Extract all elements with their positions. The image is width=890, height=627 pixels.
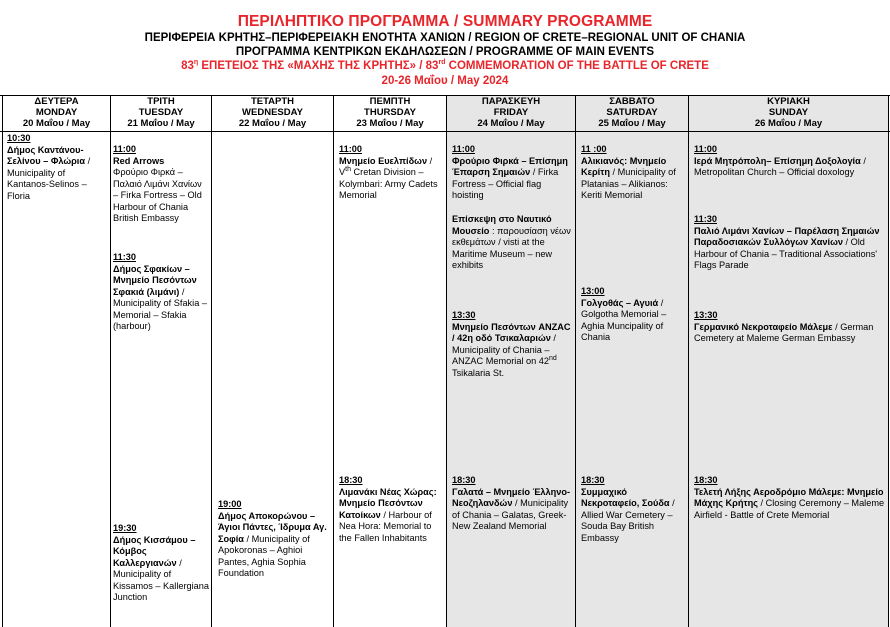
event-sunday-1130	[694, 214, 887, 272]
event-title: Δήμος Κισσάμου – Κόμβος Καλλεργιανών	[113, 534, 196, 568]
day-name-gr: ΣΑΒΒΑΤΟ	[609, 96, 655, 107]
day-header-monday	[3, 95, 110, 129]
day-name-en: WEDNESDAY	[242, 107, 303, 118]
event-thursday-1830	[339, 475, 443, 544]
event-desc: : παρουσίαση νέων εκθεμάτων / visti at the Maritime Museum – new exhibits	[452, 225, 571, 270]
header-row-divider	[0, 131, 890, 132]
event-tuesday-1130	[113, 252, 209, 333]
day-header-thursday	[334, 95, 446, 129]
event-title: Επίσκεψη στο Ναυτικό Μουσείο	[452, 214, 552, 236]
anniversary-text-gr: ΕΠΕΤΕΙΟΣ ΤΗΣ «ΜΑΧΗΣ ΤΗΣ ΚΡΗΤΗΣ» / 83	[198, 60, 439, 72]
event-desc: / Firka Fortress – Official flag hoisting	[452, 167, 559, 200]
event-time: 18:30	[339, 475, 363, 485]
event-desc: / Municipality of Sfakia – Memorial – Sfakia (harbour)	[113, 286, 207, 331]
anniversary-sup-en: rd	[438, 59, 446, 67]
event-desc: / Municipality of Platanias – Alikianos: Keriti Memorial	[581, 167, 676, 200]
event-desc: / Metropolitan Church – Official doxology	[694, 155, 866, 177]
event-desc: / Municipality of Chania – Galatas, Greek-New Zealand Memorial	[452, 498, 569, 531]
day-name-gr: ΚΥΡΙΑΚΗ	[767, 96, 810, 107]
day-date: 26 Μαΐου / May	[754, 118, 823, 129]
event-time: 11:30	[694, 214, 717, 224]
event-desc-a: / Municipality of Chania – ANZAC Memorial on 42	[452, 333, 556, 366]
event-thursday-1100	[339, 144, 443, 202]
day-name-en: SATURDAY	[606, 107, 658, 118]
day-date: 23 Μαΐου / May	[356, 118, 424, 129]
event-title: Red Arrows	[113, 155, 165, 166]
event-desc-b: Tsikalaria St.	[452, 367, 505, 378]
event-title: Τελετή Λήξης Αεροδρόμιο Μάλεμε: Μνημείο Μάχης Κρήτης	[694, 486, 884, 508]
event-title: Μνημείο Πεσόντων ANZAC / 42η οδό Τσικαλαριών	[452, 321, 571, 343]
day-name-en: FRIDAY	[493, 107, 529, 118]
event-sunday-1100	[694, 144, 887, 179]
event-desc: / Municipality of Kantanos-Selinos – Floria	[7, 156, 91, 201]
event-title: Φρούριο Φιρκά – Επίσημη Έπαρση Σημαιών	[452, 155, 568, 177]
day-name-en: TUESDAY	[138, 107, 184, 118]
event-title: Λιμανάκι Νέας Χώρας: Μνημείο Πεσόντων Κατοίκων	[339, 486, 437, 520]
event-desc: / Municipality of Apokoronas – Aghioi Pantes, Aghia Sophia Foundation	[218, 533, 310, 578]
day-date: 22 Μαΐου / May	[238, 118, 307, 129]
day-header-tuesday	[111, 95, 211, 129]
event-desc: / German Cemetery at Maleme German Embassy	[694, 321, 874, 343]
event-time: 13:30	[452, 310, 476, 320]
programme-title: ΠΕΡΙΛΗΠΤΙΚΟ ΠΡΟΓΡΑΜΜΑ / SUMMARY PROGRAMME	[237, 13, 653, 30]
event-saturday-1300	[581, 286, 685, 344]
day-header-wednesday	[212, 95, 333, 129]
event-time: 11:30	[113, 252, 136, 262]
day-name-en: THURSDAY	[364, 107, 416, 118]
anniversary-number: 83	[181, 60, 194, 72]
event-title: Αλικιανός: Μνημείο Κερίτη	[581, 155, 667, 177]
event-tuesday-1100	[113, 144, 209, 225]
event-saturday-1830	[581, 475, 685, 544]
event-time: 11 :00	[581, 144, 607, 154]
event-monday-1030	[7, 133, 107, 202]
event-tuesday-1930	[113, 523, 209, 604]
day-header-saturday	[576, 95, 688, 129]
event-title: Γολγοθάς – Αγυιά	[581, 297, 659, 308]
event-desc-b: Cretan Division – Kolymbari: Army Cadets Memorial	[339, 167, 438, 200]
day-name-gr: ΤΡΙΤΗ	[147, 96, 175, 107]
event-sunday-1330	[694, 310, 887, 345]
day-name-gr: ΤΕΤΑΡΤΗ	[250, 96, 295, 107]
event-time: 19:30	[113, 523, 137, 533]
event-time: 11:00	[452, 144, 475, 154]
event-title: Δήμος Σφακίων – Μνημείο Πεσόντων Σφακιά (λιμάνι)	[113, 263, 197, 297]
event-friday-1830	[452, 475, 572, 533]
event-wednesday-1900	[218, 499, 330, 580]
event-time: 18:30	[452, 475, 476, 485]
event-time: 13:00	[581, 286, 605, 296]
event-sunday-1830	[694, 475, 887, 521]
event-saturday-1100	[581, 144, 685, 202]
date-range: 20-26 Μαΐου / May 2024	[381, 75, 509, 87]
event-time: 18:30	[581, 475, 605, 485]
day-date: 20 Μαΐου / May	[22, 118, 91, 129]
event-friday-1330	[452, 310, 572, 379]
event-title: Γερμανικό Νεκροταφείο Μάλεμε	[694, 321, 833, 332]
event-desc-a: / V	[339, 155, 433, 177]
programme-line: ΠΡΟΓΡΑΜΜΑ ΚΕΝΤΡΙΚΩΝ ΕΚΔΗΛΩΣΕΩΝ / PROGRAMME OF MAIN EVENTS	[235, 46, 655, 58]
event-time: 19:00	[218, 499, 242, 509]
event-desc: / Closing Ceremony – Maleme Airfield - Battle of Crete Memorial	[694, 498, 885, 520]
event-title: Δήμος Αποκορώνου – Άγιοι Πάντες, Ίδρυμα Αγ. Σοφία	[218, 510, 327, 544]
event-desc-sup: th	[345, 165, 351, 173]
event-desc: / Golgotha Memorial – Aghia Muncipality of Chania	[581, 297, 667, 342]
table-top-border	[0, 95, 890, 96]
event-friday-museum	[452, 214, 572, 272]
event-title: Δήμος Καντάνου-Σελίνου – Φλώρια	[7, 144, 86, 166]
anniversary-sup-gr: η	[193, 59, 199, 67]
event-time: 11:00	[113, 144, 136, 154]
day-name-en: MONDAY	[35, 107, 78, 118]
anniversary-line	[0, 60, 890, 72]
event-title: Συμμαχικό Νεκροταφείο, Σούδα	[581, 486, 670, 508]
day-name-gr: ΠΑΡΑΣΚΕΥΗ	[481, 96, 541, 107]
event-time: 11:00	[694, 144, 717, 154]
event-title: Μνημείο Ευελπίδων	[339, 155, 428, 166]
event-time: 10:30	[7, 133, 31, 143]
event-desc: / Harbour of Nea Hora: Memorial to the Fallen Inhabitants	[339, 509, 432, 543]
event-desc: Φρούριο Φιρκά – Παλαιό Λιμάνι Χανίων – Firka Fortress – Old Harbour of Chania British Embassy	[113, 167, 202, 223]
event-title: Γαλατά – Μνημείο Έλληνο-Νεοζηλανδών	[452, 486, 571, 508]
day-header-sunday	[689, 95, 888, 129]
event-time: 18:30	[694, 475, 718, 485]
region-line: ΠΕΡΙΦΕΡΕΙΑ ΚΡΗΤΗΣ–ΠΕΡΙΦΕΡΕΙΑΚΗ ΕΝΟΤΗΤΑ ΧΑΝΙΩΝ / REGION OF CRETE–REGIONAL UNIT OF CHANIA	[144, 32, 746, 44]
event-title: Ιερά Μητρόπολη– Επίσημη Δοξολογία	[694, 155, 861, 166]
day-date: 21 Μαΐου / May	[127, 118, 195, 129]
event-desc-sup: nd	[549, 354, 557, 362]
event-desc: / Old Harbour of Chania – Traditional Associations' Flags Parade	[694, 237, 878, 270]
day-name-gr: ΠΕΜΠΤΗ	[369, 96, 411, 107]
day-date: 25 Μαΐου / May	[598, 118, 666, 129]
day-name-en: SUNDAY	[768, 107, 809, 118]
event-title: Παλιό Λιμάνι Χανίων – Παρέλαση Σημαιών Παραδοσιακών Συλλόγων Χανίων	[694, 225, 880, 247]
event-desc: / Municipality of Kissamos – Kallergiana Junction	[113, 557, 210, 602]
event-time: 11:00	[339, 144, 362, 154]
event-desc: / Allied War Cemetery – Souda Bay British Embassy	[581, 498, 675, 543]
day-date: 24 Μαΐου / May	[477, 118, 545, 129]
day-header-friday	[447, 95, 575, 129]
event-friday-1100	[452, 144, 572, 202]
anniversary-text-en: COMMEMORATION OF THE BATTLE OF CRETE	[445, 60, 709, 72]
day-name-gr: ΔΕΥΤΕΡΑ	[34, 96, 79, 107]
event-time: 13:30	[694, 310, 718, 320]
